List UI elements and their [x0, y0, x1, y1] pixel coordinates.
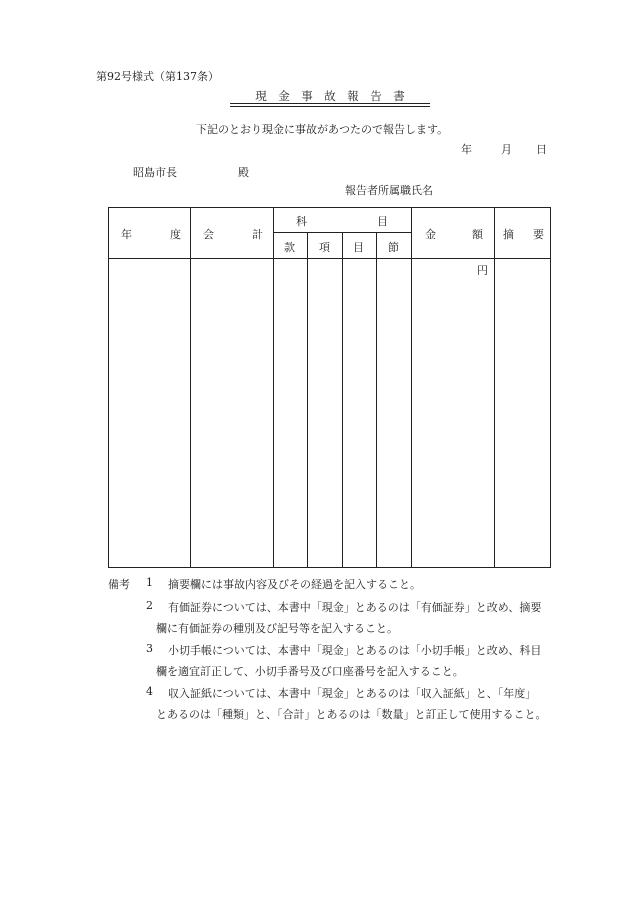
- reporter-label: 報告者所属職氏名: [345, 184, 433, 197]
- header-account-1: 会: [203, 228, 214, 241]
- date-month-label: 月: [501, 143, 512, 156]
- table-border-bottom: [108, 567, 551, 568]
- note-2-line-2: 欄に有価証券の種別及び記号等を記入すること。: [156, 622, 398, 635]
- note-4-line-2: とあるのは「種類」と、「合計」とあるのは「数量」と訂正して使用すること。: [156, 708, 547, 721]
- honorific: 殿: [238, 166, 249, 179]
- header-kan: 款: [284, 241, 295, 254]
- col-divider-year: [190, 207, 191, 568]
- note-3-line-1: 小切手帳については、本書中「現金」とあるのは「小切手帳」と改め、科目: [168, 644, 542, 657]
- notes-label: 備考: [108, 578, 130, 591]
- col-divider-kan: [307, 232, 308, 568]
- amount-unit: 円: [477, 264, 488, 277]
- note-1-line-1: 摘要欄には事故内容及びその経過を記入すること。: [168, 578, 421, 591]
- col-divider-account: [273, 207, 274, 568]
- note-3-number: 3: [146, 642, 153, 655]
- header-kou: 項: [319, 241, 330, 254]
- header-setsu: 節: [388, 241, 399, 254]
- header-divider: [108, 258, 551, 259]
- header-subject-2: 目: [377, 215, 388, 228]
- col-divider-amount: [494, 207, 495, 568]
- header-amount-2: 額: [472, 228, 483, 241]
- intro-text: 下記のとおり現金に事故があつたので報告します。: [196, 123, 449, 136]
- table-border-right: [550, 207, 551, 568]
- header-account-2: 計: [252, 228, 263, 241]
- table-border-left: [108, 207, 109, 568]
- header-summary-2: 要: [533, 228, 544, 241]
- addressee: 昭島市長: [133, 166, 177, 179]
- header-summary-1: 摘: [503, 228, 514, 241]
- table-border-top: [108, 207, 551, 208]
- note-4-number: 4: [146, 685, 153, 698]
- form-number: 第92号様式（第137条）: [96, 70, 219, 83]
- header-year-2: 度: [170, 228, 181, 241]
- header-amount-1: 金: [425, 228, 436, 241]
- col-divider-subject: [411, 207, 412, 568]
- col-divider-moku: [376, 232, 377, 568]
- col-divider-kou: [342, 232, 343, 568]
- date-year-label: 年: [461, 143, 472, 156]
- header-moku: 目: [353, 241, 364, 254]
- header-year-1: 年: [121, 228, 132, 241]
- note-4-line-1: 収入証紙については、本書中「現金」とあるのは「収入証紙」と、「年度」: [168, 687, 537, 700]
- date-day-label: 日: [536, 143, 547, 156]
- note-3-line-2: 欄を適宜訂正して、小切手番号及び口座番号を記入すること。: [156, 665, 464, 678]
- title-underline-double: [230, 106, 430, 107]
- note-2-line-1: 有価証券については、本書中「現金」とあるのは「有価証券」と改め、摘要: [168, 601, 542, 614]
- title-underline: [230, 103, 430, 104]
- document-title: 現 金 事 故 報 告 書: [255, 89, 405, 103]
- note-2-number: 2: [146, 599, 153, 612]
- note-1-number: 1: [146, 576, 153, 589]
- header-subject-1: 科: [296, 215, 307, 228]
